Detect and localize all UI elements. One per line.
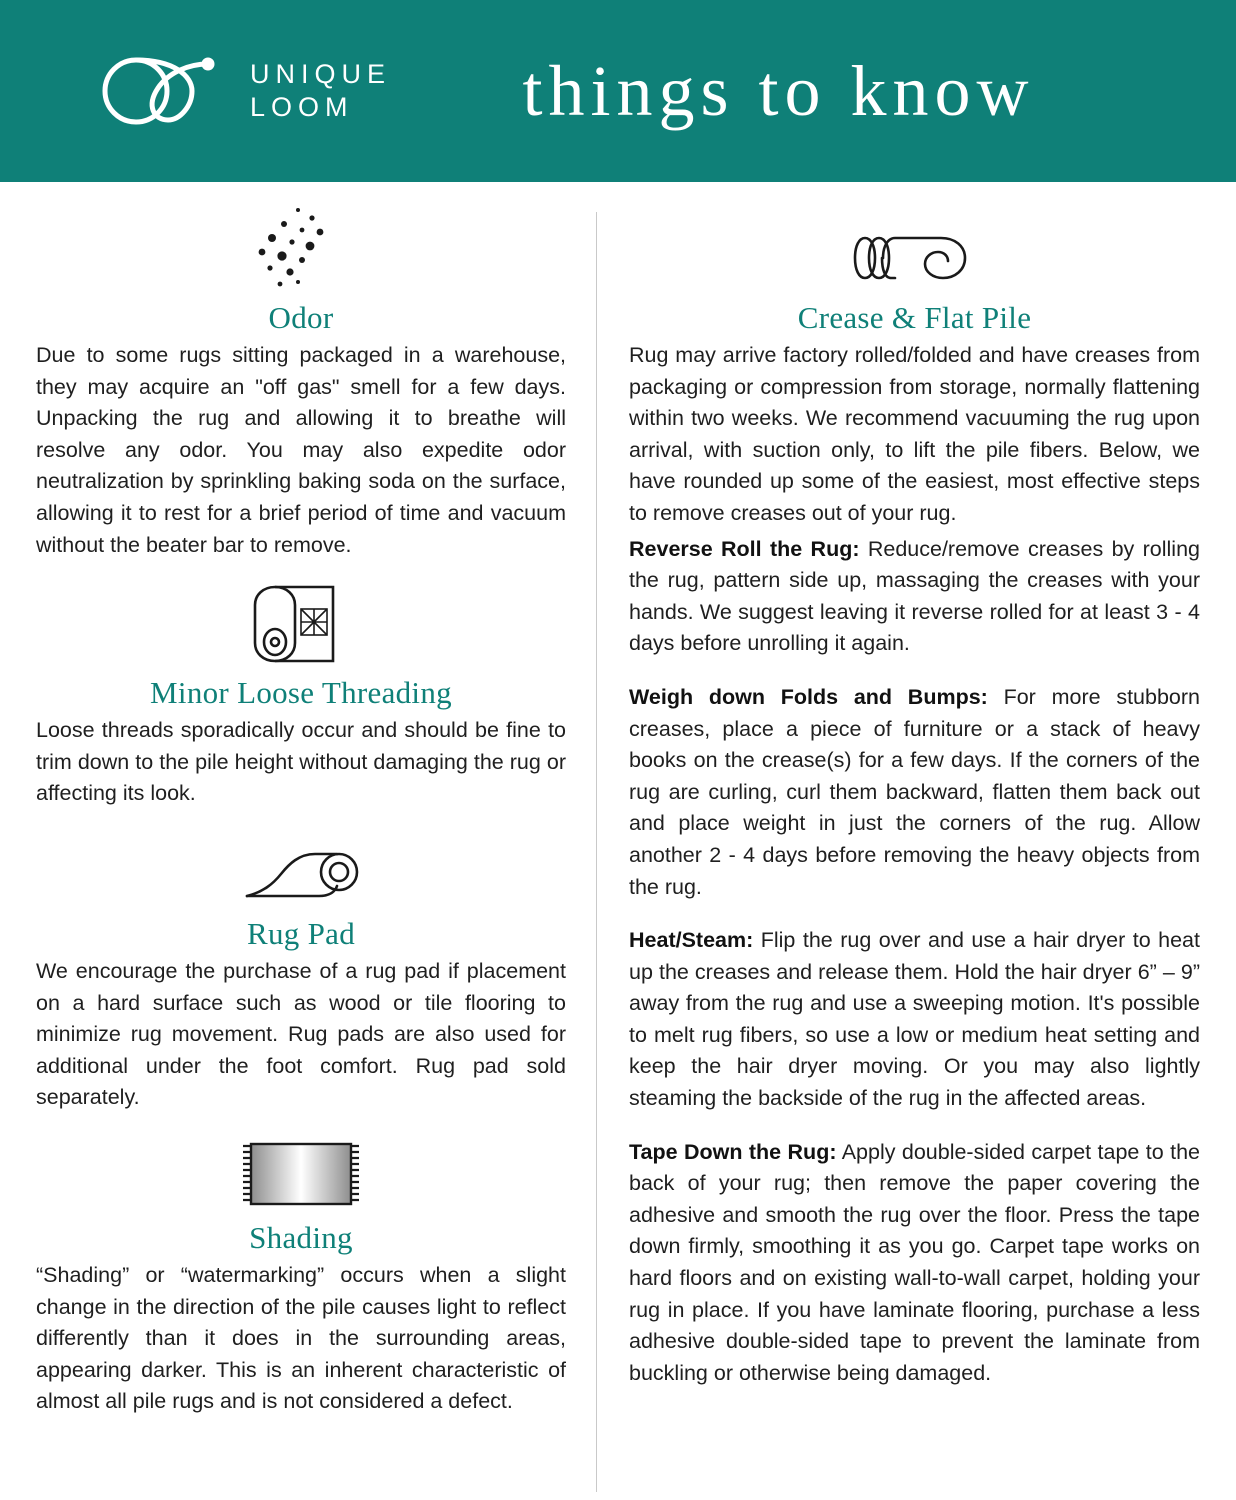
right-column xyxy=(597,208,1200,1500)
rolled-rug-icon xyxy=(36,583,566,669)
tip-body-reverse-roll: Reduce/remove creases by rolling the rug, pattern side up, massaging the creases with your hands. We suggest leaving it reverse rolled for at least 3 - 4 days before unrolling it again. xyxy=(629,536,1200,656)
document-body xyxy=(0,182,1236,1500)
section-body-odor: Due to some rugs sitting packaged in a warehouse, they may acquire an "off gas" smell for a few days. Unpacking the rug and allowing it to breathe will resolve any odor. You may also expedite odor neutralization by sprinkling baking soda on the surface, allowing it to rest for a brief period of time and vacuum without the beater bar to remove. xyxy=(36,343,566,557)
shaded-rug-icon xyxy=(36,1136,566,1214)
brand-wordmark xyxy=(250,58,391,124)
section-rug-pad xyxy=(36,832,566,1114)
tip-body-tape-down: Apply double-sided carpet tape to the back of your rug; then remove the paper covering the adhesive and smooth the rug over the floor. Press the tape down firmly, smoothing it as you go. Carpet tape works on hard floors and on existing wall-to-wall carpet, holding your rug in place. If you have laminate flooring, purchase a less adhesive double-sided tape to prevent the laminate from buckling or otherwise being damaged. xyxy=(629,1139,1200,1385)
section-title-rug-pad: Rug Pad xyxy=(246,915,356,951)
page-header xyxy=(0,0,1236,182)
brand-line-2: LOOM xyxy=(250,92,354,122)
odor-dots-icon xyxy=(36,208,566,294)
unique-loom-infinity-logo-icon xyxy=(96,54,228,128)
section-title-shading: Shading xyxy=(249,1219,353,1255)
crease-intro-text: Rug may arrive factory rolled/folded and have creases from packaging or compression from storage, normally flattening within two weeks. We recommend vacuuming the rug upon arrival, with suction only, to lift the pile fibers. Below, we have rounded up some of the easiest, most effective steps to remove creases out of your rug. xyxy=(629,343,1200,525)
tip-label-weigh-down: Weigh down Folds and Bumps: xyxy=(629,684,988,709)
section-shading xyxy=(36,1136,566,1418)
tip-tape-down xyxy=(629,1137,1200,1390)
tip-label-heat-steam: Heat/Steam: xyxy=(629,928,754,953)
section-title-odor: Odor xyxy=(268,300,334,335)
section-title-minor-loose-threading: Minor Loose Threading xyxy=(150,675,452,711)
rolled-pile-icon xyxy=(629,208,1200,294)
rug-pad-roll-icon xyxy=(36,832,566,910)
tip-heat-steam xyxy=(629,925,1200,1115)
section-odor xyxy=(36,208,566,561)
tip-reverse-roll xyxy=(629,534,1200,660)
page-title: things to know xyxy=(522,50,1035,131)
left-column xyxy=(36,208,596,1500)
brand-line-1: UNIQUE xyxy=(250,59,392,90)
brand-lockup xyxy=(96,54,391,128)
tip-body-weigh-down: For more stubborn creases, place a piece of furniture or a stack of heavy books on the crease(s) for a few days. If the corners of the rug are curling, curl them backward, flatten them back out and place weight in just the corners of the rug. Allow another 2 - 4 days before removing the heavy objects from the rug. xyxy=(629,684,1200,899)
section-title-crease-flat-pile: Crease & Flat Pile xyxy=(797,300,1032,335)
tip-body-heat-steam: Flip the rug over and use a hair dryer to heat up the creases and release them. Hold the hair dryer 6” – 9” away from the rug and use a sweeping motion. It's possible to melt rug fibers, so use a low or medium heat setting and keep the hair dryer moving. Or you may also lightly steaming the backside of the rug in the affected areas. xyxy=(629,928,1200,1111)
section-body-rug-pad: We encourage the purchase of a rug pad if placement on a hard surface such as wood or tile flooring to minimize rug movement. Rug pads are also used for additional under the foot comfort. Rug pad sold separately. xyxy=(36,958,566,1110)
section-minor-loose-threading xyxy=(36,583,566,810)
tip-label-reverse-roll: Reverse Roll the Rug: xyxy=(629,536,860,561)
section-body-minor-loose-threading: Loose threads sporadically occur and should be fine to trim down to the pile height without damaging the rug or affecting its look. xyxy=(36,718,566,806)
tip-weigh-down xyxy=(629,682,1200,903)
section-body-shading: “Shading” or “watermarking” occurs when a slight change in the direction of the pile causes light to reflect differently than it does in the surrounding areas, appearing darker. This is an inherent characteristic of almost all pile rugs and is not considered a defect. xyxy=(36,1262,566,1414)
tip-label-tape-down: Tape Down the Rug: xyxy=(629,1139,837,1164)
